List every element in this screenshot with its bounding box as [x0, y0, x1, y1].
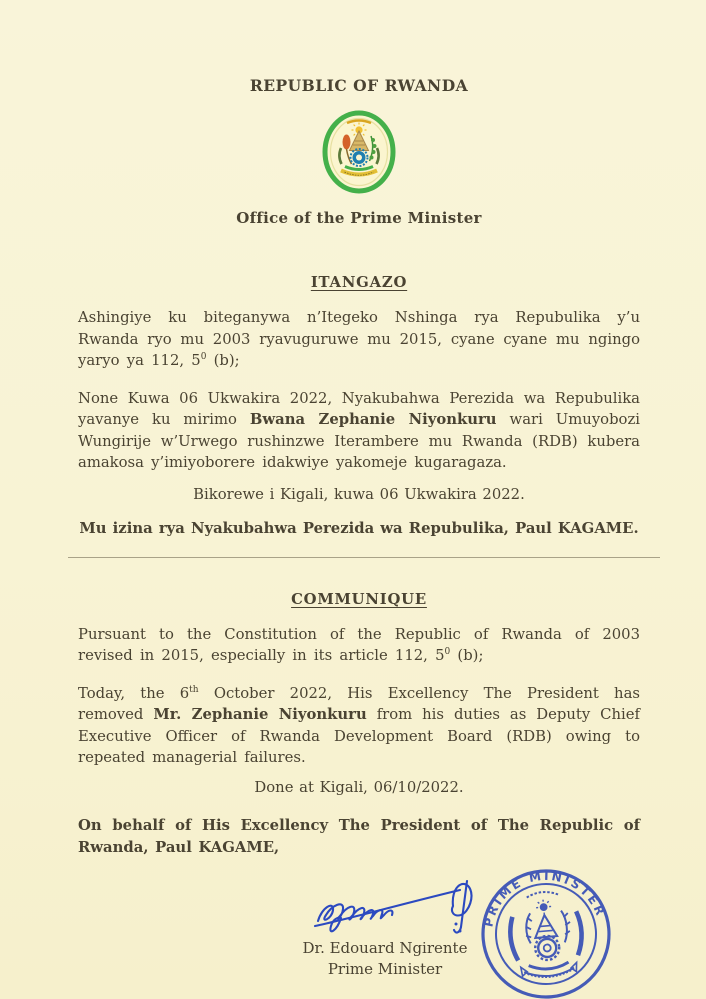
superscript: 0	[200, 352, 207, 363]
superscript: th	[189, 684, 199, 695]
para-text: Pursuant to the Constitution of the Republic of Rwanda of 2003 revised in 2015, especially in its article 112, 5	[78, 625, 640, 664]
section-divider	[68, 557, 660, 558]
para-text: wari Umuyobozi Wungirije w’Urwego rushinzwe Iterambere mu Rwanda (RDB) kubera amakosa y’imiyoborere idakwiye yakomeje kugaragaza.	[78, 411, 640, 471]
para-text: from his duties as Deputy Chief Executive Officer of Rwanda Development Board (RDB) owing to repeated managerial failures.	[78, 706, 640, 766]
itangazo-done-line: Bikorewe i Kigali, kuwa 06 Ukwakira 2022.	[193, 485, 525, 503]
para-text: Ashingiye ku biteganywa n’Itegeko Nshinga rya Repubulika y’u Rwanda ryo mu 2003 ryavuguruwe mu 2015, cyane cyane mu ngingo yaryo ya 112, 5	[78, 309, 640, 369]
communique-paragraph-2	[78, 683, 640, 769]
communique-done-line: Done at Kigali, 06/10/2022.	[254, 778, 464, 796]
signatory-name: Dr. Edouard Ngirente	[302, 939, 468, 957]
itangazo-paragraph-1	[78, 307, 640, 372]
removed-official-name: Mr. Zephanie Niyonkuru	[153, 706, 367, 723]
svg-text:PRIME MINISTER: PRIME MINISTER	[481, 868, 609, 929]
itangazo-heading: ITANGAZO	[310, 274, 408, 291]
country-title: REPUBLIC OF RWANDA	[249, 76, 469, 95]
itangazo-paragraph-2	[78, 388, 640, 474]
signatory-block	[290, 938, 480, 980]
signature-area	[78, 858, 640, 999]
communique-behalf-line: On behalf of His Excellency The President of The Republic of Rwanda, Paul KAGAME,	[78, 817, 640, 856]
para-text: (b);	[206, 352, 240, 369]
para-text: Today, the 6	[78, 684, 190, 702]
itangazo-behalf-line: Mu izina rya Nyakubahwa Perezida wa Repubulika, Paul KAGAME.	[79, 520, 639, 537]
superscript: 0	[444, 647, 451, 658]
coat-of-arms-wrap	[78, 108, 640, 198]
removed-official-name: Bwana Zephanie Niyonkuru	[249, 411, 497, 428]
communique-paragraph-1	[78, 624, 640, 667]
para-text: October 2022, His Excellency The President has removed	[78, 684, 640, 723]
office-title: Office of the Prime Minister	[236, 209, 482, 227]
communique-heading: COMMUNIQUE	[291, 590, 427, 608]
para-text: None Kuwa 06 Ukwakira 2022, Nyakubahwa Perezida wa Repubulika yavanye ku mirimo	[78, 389, 640, 428]
prime-minister-seal-icon	[476, 864, 616, 999]
signatory-title: Prime Minister	[327, 960, 443, 978]
para-text: (b);	[450, 647, 484, 664]
rwanda-coat-of-arms-icon	[321, 108, 397, 194]
